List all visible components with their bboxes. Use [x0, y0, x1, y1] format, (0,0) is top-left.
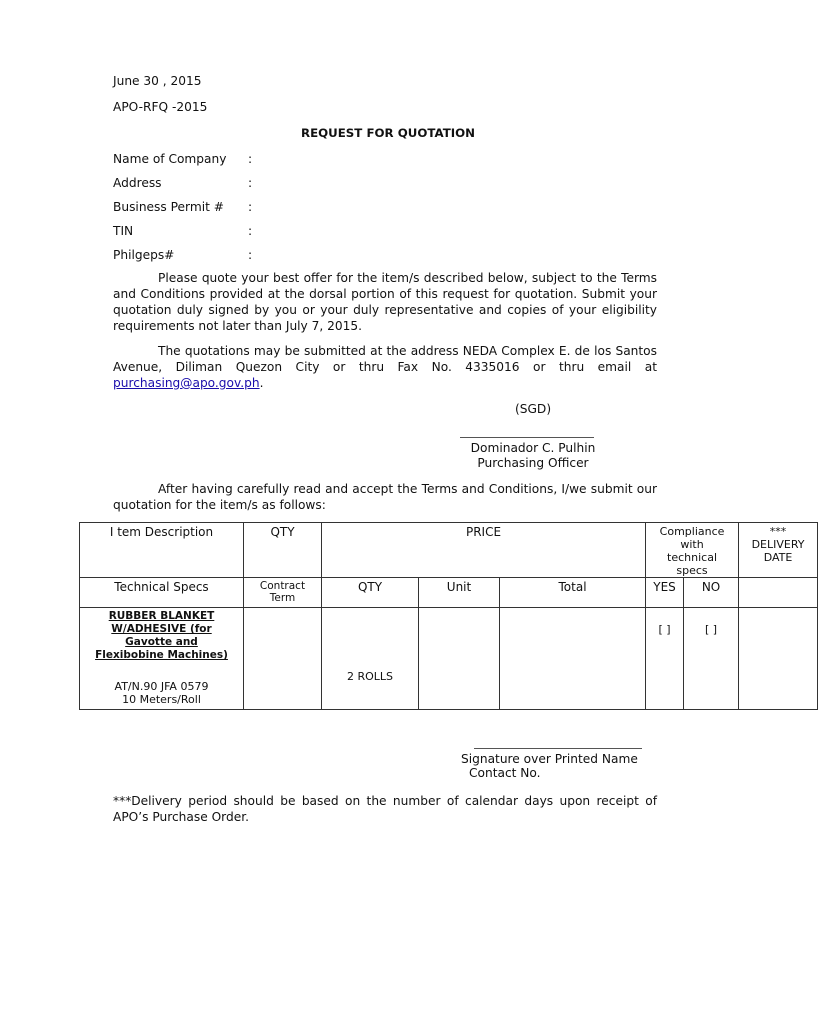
email-suffix: . — [259, 376, 264, 390]
email-link[interactable]: purchasing@apo.gov.ph — [113, 376, 260, 390]
price-qty-header: QTY — [322, 578, 419, 608]
submission-paragraph — [113, 343, 657, 391]
business-permit-label: Business Permit # — [113, 200, 224, 214]
item-name-line-4: Flexibobine Machines) — [95, 649, 228, 661]
acceptance-paragraph — [113, 481, 657, 513]
compliance-line-2: with — [680, 538, 704, 551]
table-row — [80, 608, 818, 710]
philgeps-label: Philgeps# — [113, 248, 175, 262]
acceptance-text: After having carefully read and accept the Terms and Conditions, I/we submit our quotation for the item/s as follows: — [113, 482, 657, 512]
signatory-signature-line — [460, 437, 594, 438]
delivery-line-1: *** — [769, 525, 787, 538]
total-header: Total — [500, 578, 646, 608]
address-label: Address — [113, 176, 162, 190]
sgd-label: (SGD) — [515, 402, 552, 416]
yes-cell — [646, 608, 684, 710]
compliance-header — [646, 523, 739, 578]
item-spec-line-1: AT/N.90 JFA 0579 — [114, 680, 209, 693]
price-header: PRICE — [322, 523, 646, 578]
compliance-line-1: Compliance — [659, 525, 725, 538]
no-header: NO — [684, 578, 739, 608]
item-description-header: I tem Description — [80, 523, 244, 578]
compliance-line-3: technical — [667, 551, 718, 564]
submission-text: The quotations may be submitted at the address NEDA Complex E. de los Santos Avenue, Diliman Quezon City or thru Fax No. 4335016 or thru email at — [113, 344, 657, 374]
yes-header: YES — [646, 578, 684, 608]
qty-header: QTY — [244, 523, 322, 578]
item-spec-line-2: 10 Meters/Roll — [122, 693, 201, 706]
contact-number-label: Contact No. — [469, 766, 541, 780]
contract-term-cell — [244, 608, 322, 710]
reference-number: APO-RFQ -2015 — [113, 100, 208, 114]
item-qty: 2 ROLLS — [346, 670, 394, 683]
company-name-colon: : — [248, 152, 253, 166]
business-permit-colon: : — [248, 200, 253, 214]
delivery-date-header — [739, 523, 818, 578]
delivery-note: ***Delivery period should be based on the number of calendar days upon receipt of APO’s Purchase Order. — [113, 794, 657, 824]
bidder-signature-line — [474, 748, 642, 749]
no-checkbox[interactable]: [ ] — [704, 623, 718, 636]
unit-cell — [419, 608, 500, 710]
yes-checkbox[interactable]: [ ] — [658, 623, 671, 636]
delivery-date-cell — [739, 608, 818, 710]
item-name-line-1: RUBBER BLANKET — [108, 610, 215, 622]
tin-colon: : — [248, 224, 253, 238]
company-name-label: Name of Company — [113, 152, 227, 166]
instruction-text: Please quote your best offer for the item/s described below, subject to the Terms and Conditions provided at the dorsal portion of this request for quotation. Submit your quotation duly signed by you or your duly representative and copies of your eligibility requirements not later than July 7, 2015. — [113, 271, 657, 333]
contract-line-2: Term — [269, 592, 296, 604]
document-date: June 30 , 2015 — [113, 74, 202, 88]
total-cell — [500, 608, 646, 710]
quotation-table — [79, 522, 818, 710]
no-cell — [684, 608, 739, 710]
delivery-subheader-empty — [739, 578, 818, 608]
document-title: REQUEST FOR QUOTATION — [301, 126, 476, 140]
item-description-cell — [80, 608, 244, 710]
tin-label: TIN — [113, 224, 134, 238]
contract-term-header — [244, 578, 322, 608]
item-name-line-3: Gavotte and — [125, 636, 198, 648]
philgeps-colon: : — [248, 248, 253, 262]
signatory-position: Purchasing Officer — [477, 456, 589, 470]
signature-label: Signature over Printed Name — [461, 752, 638, 766]
delivery-line-3: DATE — [763, 551, 793, 564]
contract-line-1: Contract — [259, 580, 306, 592]
technical-specs-header: Technical Specs — [80, 578, 244, 608]
unit-header: Unit — [419, 578, 500, 608]
item-qty-cell — [322, 608, 419, 710]
item-name-line-2: W/ADHESIVE (for — [111, 623, 212, 635]
delivery-line-2: DELIVERY — [751, 538, 805, 551]
signatory-name: Dominador C. Pulhin — [470, 441, 596, 455]
instruction-paragraph — [113, 270, 657, 334]
address-colon: : — [248, 176, 253, 190]
compliance-line-4: specs — [676, 564, 708, 577]
